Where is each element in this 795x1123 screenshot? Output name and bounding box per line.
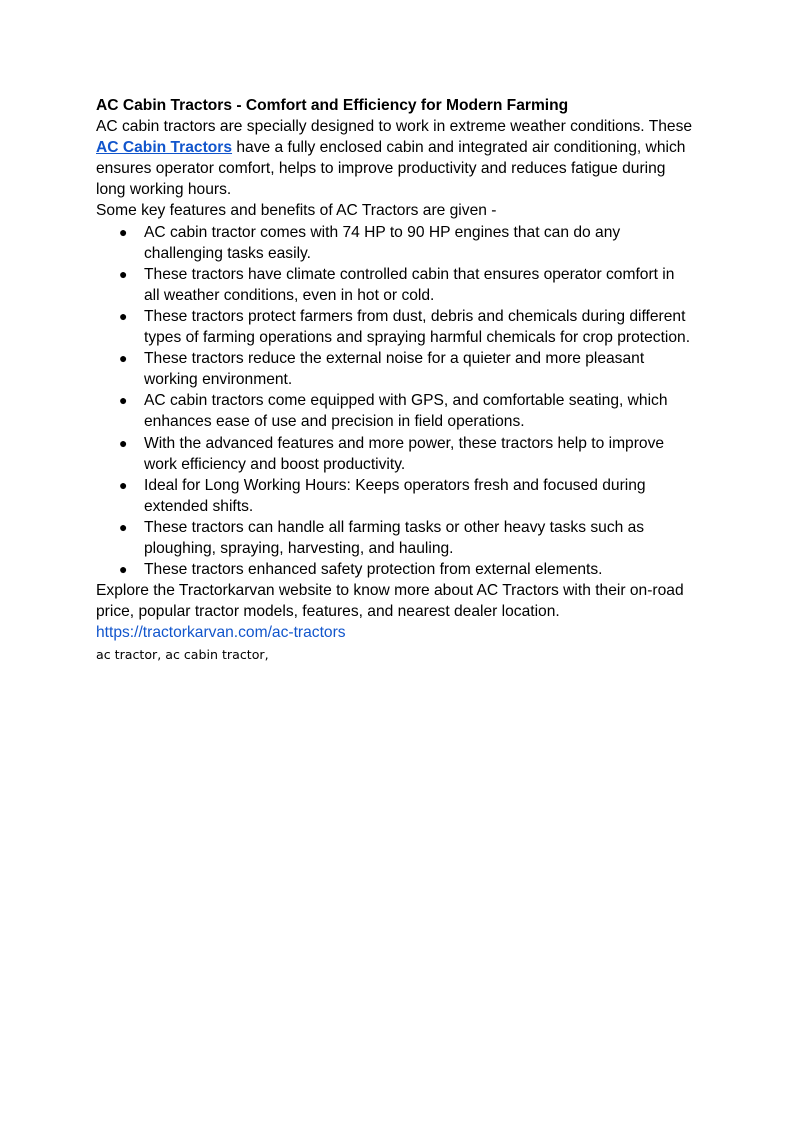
list-item — [96, 348, 696, 390]
list-item-text: These tractors can handle all farming tasks or other heavy tasks such as ploughing, spraying, harvesting, and hauling. — [144, 518, 645, 557]
document-body — [96, 95, 696, 664]
list-item-text: AC cabin tractors come equipped with GPS, and comfortable seating, which enhances ease of use and precision in field operations. — [144, 392, 668, 431]
list-item — [96, 475, 696, 517]
closing-paragraph: Explore the Tractorkarvan website to know more about AC Tractors with their on-road price, popular tractor models, features, and nearest dealer location. — [96, 582, 684, 621]
list-item-text: These tractors protect farmers from dust, debris and chemicals during different types of farming operations and spraying harmful chemicals for crop protection. — [144, 307, 691, 347]
bullet-icon: ● — [119, 434, 128, 451]
list-item — [96, 433, 696, 475]
list-item-text: These tractors enhanced safety protection from external elements. — [144, 561, 603, 579]
url-line — [96, 622, 696, 643]
ac-cabin-tractors-link[interactable]: AC Cabin Tractors — [96, 139, 233, 157]
intro-text-start: AC cabin tractors are specially designed to work in extreme weather conditions. These — [96, 118, 693, 136]
list-item-text: Ideal for Long Working Hours: Keeps operators fresh and focused during extended shifts. — [144, 476, 646, 515]
bullet-icon: ● — [119, 223, 128, 240]
list-item — [96, 517, 696, 559]
bullet-icon: ● — [119, 476, 128, 493]
bullet-icon: ● — [119, 518, 128, 535]
list-item — [96, 559, 696, 580]
bullet-icon: ● — [119, 561, 128, 578]
list-item-text: These tractors reduce the external noise for a quieter and more pleasant working environment. — [144, 350, 645, 389]
list-item-text: AC cabin tractor comes with 74 HP to 90 HP engines that can do any challenging tasks easily. — [144, 223, 621, 262]
bullet-icon: ● — [119, 392, 128, 409]
list-item — [96, 264, 696, 306]
bullet-icon: ● — [119, 265, 128, 282]
intro-paragraph — [96, 116, 696, 200]
list-item-text: These tractors have climate controlled cabin that ensures operator comfort in all weather conditions, even in hot or cold. — [144, 265, 675, 304]
features-lead: Some key features and benefits of AC Tractors are given - — [96, 202, 497, 220]
list-item — [96, 390, 696, 432]
list-item-text: With the advanced features and more power, these tractors help to improve work efficiency and boost productivity. — [144, 434, 665, 473]
keyword-tags: ac tractor, ac cabin tractor, — [96, 647, 269, 663]
list-item — [96, 306, 696, 348]
intro-text-end: have a fully enclosed cabin and integrated air conditioning, which ensures operator comfort, helps to improve productivity and reduces fatigue during long working hours. — [96, 139, 686, 199]
bullet-icon: ● — [119, 307, 128, 324]
tractorkarvan-url-link[interactable]: https://tractorkarvan.com/ac-tractors — [96, 624, 346, 642]
bullet-icon: ● — [119, 350, 128, 367]
features-list — [96, 222, 696, 581]
list-item — [96, 222, 696, 264]
page-title: AC Cabin Tractors - Comfort and Efficiency for Modern Farming — [96, 97, 569, 114]
